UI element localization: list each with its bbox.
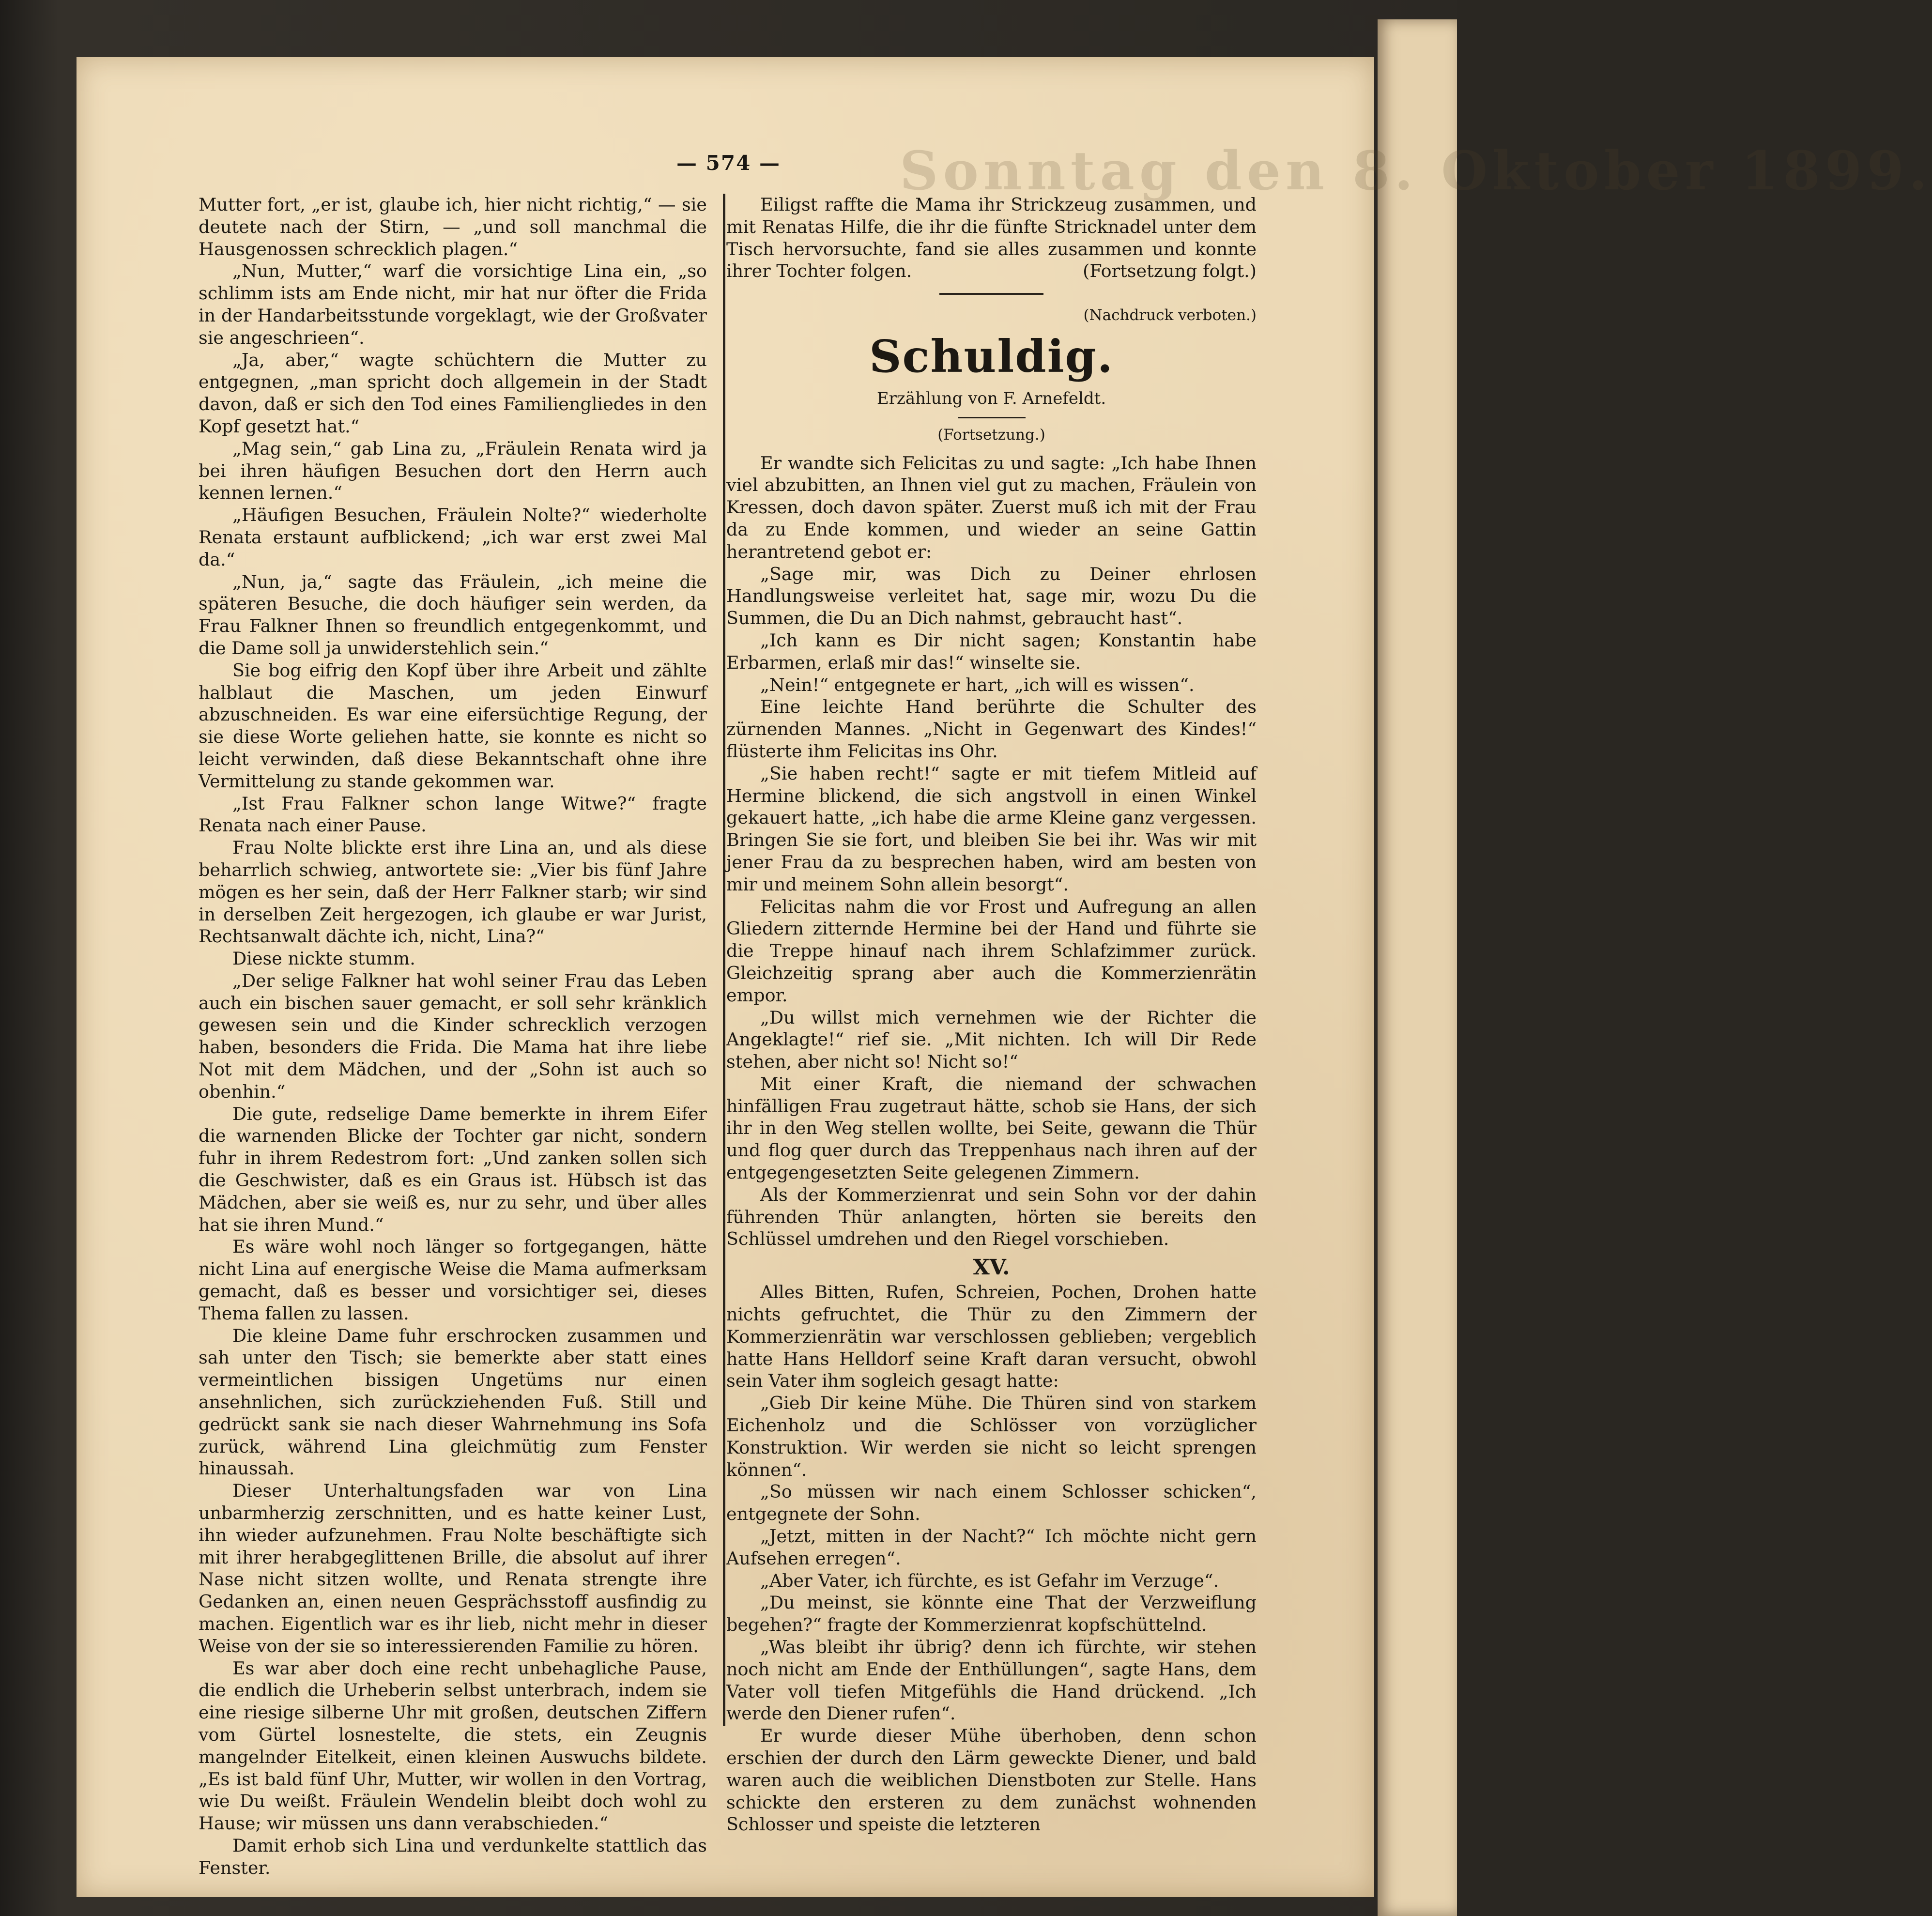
- paragraph: „Häufigen Besuchen, Fräulein Nolte?“ wiederholte Renata erstaunt aufblickend; „ich war erst zwei Mal da.“: [199, 505, 707, 570]
- paragraph: „So müssen wir nach einem Schlosser schicken“, entgegnete der Sohn.: [726, 1481, 1257, 1525]
- story-author: Erzählung von F. Arnefeldt.: [876, 388, 1106, 408]
- paragraph: Mutter fort, „er ist, glaube ich, hier nicht richtig,“ — sie deutete nach der Stirn, — „und soll manchmal die Hausgenossen schrecklich plagen.“: [199, 194, 707, 260]
- story-continuation-label: (Fortsetzung.): [937, 426, 1045, 444]
- paragraph: „Der selige Falkner hat wohl seiner Frau das Leben auch ein bischen sauer gemacht, er soll sehr kränklich gewesen sein und die Kinder schrecklich verzogen haben, besonders die Frida. Die Mama hat ihre liebe Not mit dem Mädchen, und der „Sohn ist auch so obenhin.“: [199, 970, 707, 1102]
- bleed-through-text: Sonntag den 8. Oktober 1899.: [900, 139, 1932, 202]
- adjacent-page-edge: [1378, 19, 1457, 1916]
- paragraph: „Was bleibt ihr übrig? denn ich fürchte, wir stehen noch nicht am Ende der Enthüllungen“, sagte Hans, dem Vater voll tiefen Mitgefühls die Hand drückend. „Ich werde den Diener rufen“.: [726, 1637, 1257, 1724]
- paragraph: „Nein!“ entgegnete er hart, „ich will es wissen“.: [760, 674, 1195, 695]
- paragraph: „Du willst mich vernehmen wie der Richter die Angeklagte!“ rief sie. „Mit nichten. Ich will Dir Rede stehen, aber nicht so! Nicht so!“: [726, 1007, 1257, 1073]
- paragraph: „Gieb Dir keine Mühe. Die Thüren sind von starkem Eichenholz und die Schlösser von vorzüglicher Konstruktion. Wir werden sie nicht so leicht sprengen können“.: [726, 1393, 1257, 1480]
- paragraph: Damit erhob sich Lina und verdunkelte stattlich das Fenster.: [199, 1835, 707, 1878]
- paragraph: „Jetzt, mitten in der Nacht?“ Ich möchte nicht gern Aufsehen erregen“.: [726, 1526, 1257, 1569]
- page-number: — 574 —: [676, 151, 781, 175]
- paragraph: „Aber Vater, ich fürchte, es ist Gefahr im Verzuge“.: [760, 1570, 1219, 1591]
- paragraph: Dieser Unterhaltungsfaden war von Lina unbarmherzig zerschnitten, und es hatte keiner Lust, ihn wieder aufzunehmen. Frau Nolte beschäftigte sich mit ihrer herabgeglittenen Brille, die absolut auf ihrer Nase nicht sitzen wollte, und Renata strengte ihre Gedanken an, einen neuen Gesprächsstoff ausfindig zu machen. Eigentlich war es ihr lieb, nicht mehr in dieser Weise von der sie so interessierenden Familie zu hören.: [199, 1480, 707, 1656]
- paragraph: Er wandte sich Felicitas zu und sagte: „Ich habe Ihnen viel abzubitten, an Ihnen viel gut zu machen, Fräulein von Kressen, doch davon später. Zuerst muß ich mit der Frau da zu Ende kommen, und wieder an seine Gattin herantretend gebot er:: [726, 452, 1257, 562]
- right-column: [726, 194, 1257, 1836]
- paragraph: Mit einer Kraft, die niemand der schwachen hinfälligen Frau zugetraut hätte, schob sie Hans, der sich ihr in den Weg stellen wollte, bei Seite, gewann die Thür und flog quer durch das Treppenhaus nach ihren auf der entgegengesetzten Seite gelegenen Zimmern.: [726, 1073, 1257, 1183]
- column-divider: [723, 194, 725, 1726]
- paragraph: Felicitas nahm die vor Frost und Aufregung an allen Gliedern zitternde Hermine bei der Hand und führte sie die Treppe hinauf nach ihrem Schlafzimmer zurück. Gleichzeitig sprang aber auch die Kommerzienrätin empor.: [726, 896, 1257, 1006]
- paragraph: Diese nickte stumm.: [232, 948, 415, 969]
- paragraph: „Nun, ja,“ sagte das Fräulein, „ich meine die späteren Besuche, die doch häufiger sein werden, da Frau Falkner Ihnen so freundlich entgegenkommt, und die Dame soll ja unwiderstehlich sein.“: [199, 571, 707, 659]
- paragraph: [726, 194, 1257, 282]
- paragraph: „Mag sein,“ gab Lina zu, „Fräulein Renata wird ja bei ihren häufigen Besuchen dort den Herrn auch kennen lernen.“: [199, 438, 707, 504]
- continuation-note: (Fortsetzung folgt.): [1083, 261, 1257, 282]
- paragraph: Alles Bitten, Rufen, Schreien, Pochen, Drohen hatte nichts gefruchtet, die Thür zu den Zimmern der Kommerzienrätin war verschlossen geblieben; vergeblich hatte Hans Helldorf seine Kraft daran versucht, obwohl sein Vater ihm sogleich gesagt hatte:: [726, 1282, 1257, 1392]
- paragraph: „Ist Frau Falkner schon lange Witwe?“ fragte Renata nach einer Pause.: [199, 793, 707, 836]
- paragraph: „Sage mir, was Dich zu Deiner ehrlosen Handlungsweise verleitet hat, sage mir, wozu Du die Summen, die Du an Dich nahmst, gebraucht hast“.: [726, 563, 1257, 629]
- paragraph: „Nun, Mutter,“ warf die vorsichtige Lina ein, „so schlimm ists am Ende nicht, mir hat nur öfter die Frida in der Handarbeitsstunde vorgeklagt, wie der Großvater sie angeschrieen“.: [199, 261, 707, 348]
- paragraph: Die kleine Dame fuhr erschrocken zusammen und sah unter den Tisch; sie bemerkte aber statt eines vermeintlichen bissigen Ungetüms nur einen ansehnlichen, sich zurückziehenden Fuß. Still und gedrückt sank sie nach dieser Wahrnehmung ins Sofa zurück, während Lina gleichmütig zum Fenster hinaussah.: [199, 1325, 707, 1479]
- paragraph: „Du meinst, sie könnte eine That der Verzweiflung begehen?“ fragte der Kommerzienrat kopfschüttelnd.: [726, 1592, 1257, 1636]
- story-title: Schuldig.: [869, 330, 1114, 383]
- paragraph: „Ich kann es Dir nicht sagen; Konstantin habe Erbarmen, erlaß mir das!“ winselte sie.: [726, 629, 1257, 673]
- chapter-heading: XV.: [973, 1255, 1010, 1280]
- paragraph: „Ja, aber,“ wagte schüchtern die Mutter zu entgegnen, „man spricht doch allgemein in der Stadt davon, daß er sich den Tod eines Familiengliedes in den Kopf gesetzt hat.“: [199, 349, 707, 437]
- paragraph: Als der Kommerzienrat und sein Sohn vor der dahin führenden Thür anlangten, hörten sie bereits den Schlüssel umdrehen und den Riegel vorschieben.: [726, 1184, 1257, 1250]
- reprint-note: (Nachdruck verboten.): [1083, 307, 1257, 324]
- section-divider: [939, 293, 1043, 295]
- paragraph: Es wäre wohl noch länger so fortgegangen, hätte nicht Lina auf energische Weise die Mama aufmerksam gemacht, daß es besser und vorsichtiger sei, dieses Thema fallen zu lassen.: [199, 1236, 707, 1324]
- paragraph: Eine leichte Hand berührte die Schulter des zürnenden Mannes. „Nicht in Gegenwart des Kindes!“ flüsterte ihm Felicitas ins Ohr.: [726, 696, 1257, 762]
- left-column: [199, 194, 707, 1879]
- paragraph: Er wurde dieser Mühe überhoben, denn schon erschien der durch den Lärm geweckte Diener, und bald waren auch die weiblichen Dienstboten zur Stelle. Hans schickte den ersteren zu dem zunächst wohnenden Schlosser und speiste die letzteren: [726, 1725, 1257, 1835]
- paragraph: „Sie haben recht!“ sagte er mit tiefem Mitleid auf Hermine blickend, die sich angstvoll in einen Winkel gekauert hatte, „ich habe die arme Kleine ganz vergessen. Bringen Sie sie fort, und bleiben Sie bei ihr. Was wir mit jener Frau da zu besprechen haben, wird am besten von mir und meinem Sohn allein besorgt“.: [726, 763, 1257, 895]
- paragraph: Frau Nolte blickte erst ihre Lina an, und als diese beharrlich schwieg, antwortete sie: „Vier bis fünf Jahre mögen es her sein, daß der Herr Falkner starb; wir sind in derselben Zeit hergezogen, ich glaube er war Jurist, Rechtsanwalt dächte ich, nicht, Lina?“: [199, 837, 707, 947]
- paragraph-text: Eiligst raffte die Mama ihr Strickzeug zusammen, und mit Renatas Hilfe, die ihr die fünfte Stricknadel unter dem Tisch hervorsuchte, fand sie alles zusammen und konnte ihrer Tochter folgen.: [726, 194, 1257, 282]
- paragraph: Es war aber doch eine recht unbehagliche Pause, die endlich die Urheberin selbst unterbrach, indem sie eine riesige silberne Uhr mit großen, deutschen Ziffern vom Gürtel losnestelte, die stets, ein Zeugnis mangelnder Eitelkeit, einen kleinen Auswuchs bildete. „Es ist bald fünf Uhr, Mutter, wir wollen in den Vortrag, wie Du weißt. Fräulein Wendelin bleibt doch wohl zu Hause; wir müssen uns dann verabschieden.“: [199, 1657, 707, 1834]
- paragraph: Sie bog eifrig den Kopf über ihre Arbeit und zählte halblaut die Maschen, um jeden Einwurf abzuschneiden. Es war eine eifersüchtige Regung, der sie diese Worte geliehen hatte, sie konnte es nicht so leicht verwinden, daß diese Bekanntschaft ohne ihre Vermittelung zu stande gekommen war.: [199, 659, 707, 792]
- paragraph: Die gute, redselige Dame bemerkte in ihrem Eifer die warnenden Blicke der Tochter gar nicht, sondern fuhr in ihrem Redestrom fort: „Und zanken sollen sich die Geschwister, daß es ein Graus ist. Hübsch ist das Mädchen, aber sie weiß es, nur zu sehr, und über alles hat sie ihren Mund.“: [199, 1103, 707, 1235]
- title-divider: [958, 417, 1026, 418]
